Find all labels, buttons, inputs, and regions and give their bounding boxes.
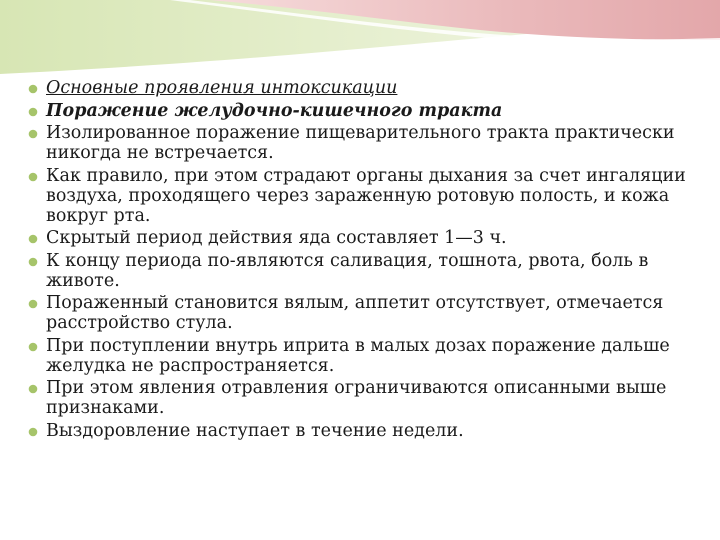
bullet-item xyxy=(28,251,700,291)
bullet-item xyxy=(28,228,700,248)
bullet-item xyxy=(28,336,700,376)
header-wave-decoration xyxy=(0,0,720,80)
bullet-dot-icon xyxy=(28,172,38,182)
bullet-dot-icon xyxy=(28,427,38,437)
bullet-item xyxy=(28,293,700,333)
bullet-text: Основные проявления интоксикации xyxy=(46,78,398,98)
bullet-text: Изолированное поражение пищеварительного тракта практически никогда не встречается. xyxy=(46,123,675,163)
bullet-item xyxy=(28,78,700,98)
bullet-dot-icon xyxy=(28,342,38,352)
bullet-text: При поступлении внутрь иприта в малых дозах поражение дальше желудка не распространяется. xyxy=(46,335,670,376)
bullet-item xyxy=(28,378,700,418)
bullet-dot-icon xyxy=(28,299,38,309)
bullet-text: Выздоровление наступает в течение недели. xyxy=(46,420,464,441)
bullet-item xyxy=(28,421,700,441)
bullet-dot-icon xyxy=(28,257,38,267)
bullet-item xyxy=(28,166,700,226)
bullet-item xyxy=(28,101,700,121)
bullet-list xyxy=(28,78,700,441)
bullet-text: Пораженный становится вялым, аппетит отсутствует, отмечается расстройство стула. xyxy=(46,293,664,333)
bullet-dot-icon xyxy=(28,234,38,244)
bullet-dot-icon xyxy=(28,107,38,117)
bullet-text: К концу периода по-являются саливация, тошнота, рвота, боль в животе. xyxy=(46,250,649,291)
bullet-dot-icon xyxy=(28,384,38,394)
bullet-list-area xyxy=(28,78,700,443)
bullet-text: Как правило, при этом страдают органы дыхания за счет ингаляции воздуха, проходящего через зараженную ротовую полость, и кожа вокруг рта. xyxy=(46,165,686,226)
bullet-text: Скрытый период действия яда составляет 1—3 ч. xyxy=(46,228,507,248)
bullet-dot-icon xyxy=(28,129,38,139)
bullet-item xyxy=(28,123,700,163)
bullet-text: Поражение желудочно-кишечного тракта xyxy=(46,100,503,121)
bullet-dot-icon xyxy=(28,84,38,94)
bullet-text: При этом явления отравления ограничиваются описанными выше признаками. xyxy=(46,378,667,418)
